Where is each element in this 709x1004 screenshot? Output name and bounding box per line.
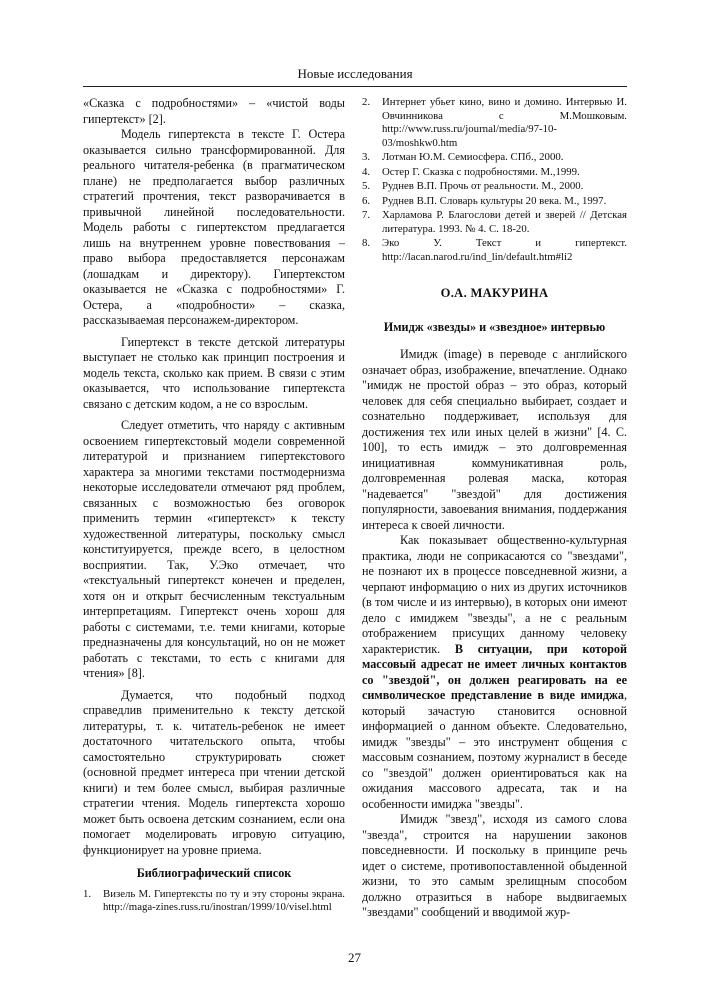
reference-list [362,96,627,264]
reference-text: Руднев В.П. Словарь культуры 20 века. М., 1997. [382,194,607,207]
reference-list [83,888,345,915]
header-rule [83,86,627,87]
paragraph: Следует отметить, что наряду с активным освоением гипертекстовый модели современной литературой и признанием гипертекстового характера за многими текстами постмодернизма некоторые исследователи отмечают ряд проблем, связанных с возможностью без оговорок применить термин «гипертекст» к тексту художественной литературы, поскольку смысл конституируется, прежде всего, в целостном восприятии. Так, У.Эко отмечает, что «текстуальный гипертекст конечен и пределен, хотя он и открыт бесчисленным текстуальным интерпретациям. Гипертекст очень хорош для работы с системами, т.е. теми книгами, которые предназначены для консультаций, но он не может работать с текстами, то есть с книгами для чтения» [8]. [83,418,345,680]
reference-number: 4. [362,165,371,178]
reference-text: Эко У. Текст и гипертекст. http://lacan.narod.ru/ind_lin/default.htm#li2 [382,237,627,263]
reference-number: 7. [362,209,371,221]
running-header: Новые исследования [297,66,413,81]
paragraph: Гипертекст в тексте детской литературы выступает не столько как принцип построения и модель текста, сколько как прием. В связи с этим оказывается, что использование гипертекста связано с детским кодом, а не со взрослым. [83,334,345,411]
reference-item [362,166,627,180]
reference-item [362,96,627,150]
author-name: О.А. МАКУРИНА [440,286,549,300]
reference-text: Интернет убьет кино, вино и домино. Интервью И. Овчинникова с М.Мошковым. http://www.russ.ru/journal/media/97-10-03/moshkw0.htm [382,96,627,149]
paragraph [362,533,627,812]
reference-number: 8. [362,237,371,249]
bibliography-title: Библиографический список [136,866,292,880]
reference-number: 3. [362,151,371,163]
paragraph: Думается, что подобный подход справедлив применительно к тексту детской литературы, т. к. читатель-ребенок не имеет достаточного читательского опыта, чтобы самостоятельно структурировать сюжет (основной предмет интереса при чтении детской книги) и тем более смысл, выбирая различные стратегии чтения. Модель гипертекста хорошо может быть освоена детским сознанием, если она помогает моделировать игровую ситуацию, функционирует на уровне приема. [83,687,345,857]
page-number: 27 [348,950,361,965]
reference-text: Харламова Р. Благослови детей и зверей // Детская литература. 1993. № 4. С. 18-20. [382,209,627,235]
emphasized-text: В ситуации, при которой массовый адресат не имеет личных контактов со "звездой", он должен реагировать на ее символическое представление в виде имиджа [362,641,627,702]
reference-text: Остер Г. Сказка с подробностями. М.,1999. [382,165,580,178]
reference-text: Лотман Ю.М. Семиосфера. СПб., 2000. [382,151,564,163]
reference-item [362,180,627,194]
paragraph: «Сказка с подробностями» – «чистой воды гипертекст» [2]. [83,96,345,126]
left-column [83,96,345,916]
reference-item [83,888,345,915]
reference-text: Визель М. Гипертексты по ту и эту стороны экрана. http://maga-zines.russ.ru/inostran/1999/10/visel.html [103,887,345,913]
paragraph-text: , который зачастую становится основной информацией о данном объекте. Следовательно, имидж "звезды" – это инструмент общения с массовым сознанием, поэтому журналист в беседе со "звездой" должен ориентироваться как на ожидания массового адресата, так и на особенности имиджа "звезды". [362,688,627,811]
paragraph-text: Как показывает общественно-культурная практика, люди не соприкасаются со "звездами", не познают их в процессе повседневной жизни, а черпают информацию о них из других источников (в том числе и из интервью), в которых они имеют дело с имиджем "звезды", а не с реальным отображением присущих данному человеку характеристик. [362,533,627,656]
right-column [362,96,627,921]
reference-text: Руднев В.П. Прочь от реальности. М., 2000. [382,180,584,192]
reference-item [362,237,627,264]
article-title: Имидж «звезды» и «звездное» интервью [383,319,606,334]
reference-item [362,151,627,165]
reference-item [362,209,627,236]
reference-number: 1. [83,887,92,900]
reference-number: 6. [362,194,371,207]
paragraph: Модель гипертекста в тексте Г. Остера оказывается сильно трансформированной. Для реального читателя-ребенка (в прагматическом плане) не предполагается выбор различных стратегий прочтения, текст разворачивается в привычной линейной последовательности. Модель работы с гипертекстом предлагается лишь на внутреннем уровне повествования – право выбора предоставляется персонажам (лошадкам и директору). Гипертекстом оказывается не «Сказка с подробностями» Г. Остера, а «подробности» – сказка, рассказываемая персонажем-директором. [83,127,345,327]
paragraph: Имидж (image) в переводе с английского означает образ, изображение, впечатление. Однако "имидж не простой образ – это образ, который человек для себя специально выбирает, создает и сознательно поддерживает, используя для достижения тех или иных целей в жизни" [4. С. 100], то есть имидж – это долговременная инициативная коммуникативная роль, долговременная ролевая маска, которая "надеваетcя" "звездой" для достижения популярности, завоевания внимания, поддержания интереса к своей личности. [362,347,627,532]
reference-item [362,195,627,209]
reference-number: 2. [362,96,371,108]
reference-number: 5. [362,180,371,192]
paragraph: Имидж "звезд", исходя из самого слова "звезда", строится на нарушении законов повседневности. И поскольку в принципе речь идет о системе, противопоставленной обыденной жизни, то это самым зрелищным способом должно отразиться в наборе выдвигаемых "звездами" сообщений и вводимой жур- [362,812,627,919]
